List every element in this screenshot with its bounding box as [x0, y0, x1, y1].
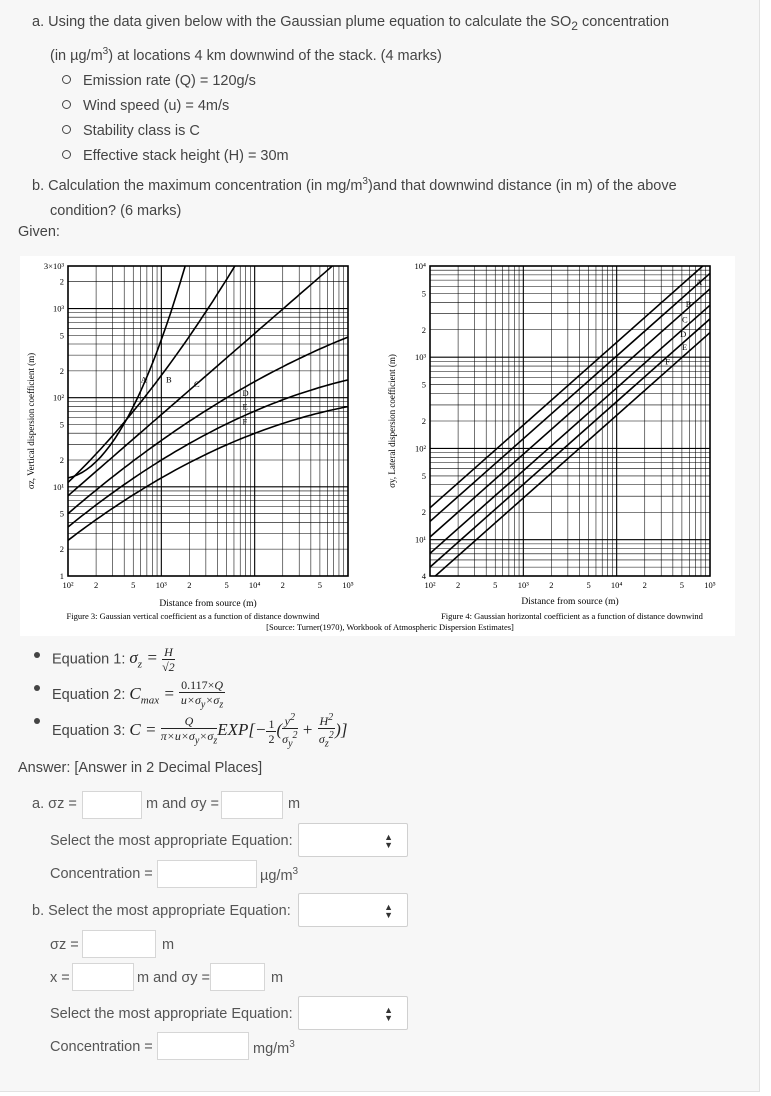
- part-b-select-label-2: Select the most appropriate Equation:: [50, 1006, 293, 1022]
- x-tick-label: 10⁴: [248, 580, 261, 590]
- y-tick-label: 10¹: [414, 534, 426, 545]
- circle-bullet-icon: [62, 125, 71, 134]
- y-tick-label: 10²: [52, 392, 64, 403]
- dispersion-curve: [430, 333, 710, 581]
- dispersion-curve: [430, 273, 710, 521]
- y-tick-label: 2: [421, 507, 426, 518]
- stability-class-label: D: [680, 329, 687, 340]
- equation-1-formula: $\sigma_z$ = $\frac{H}{√2}$: [129, 645, 175, 674]
- x-tick-label: 2: [455, 580, 461, 590]
- y-tick-label: 5: [59, 330, 64, 341]
- part-b-x-label: x =: [50, 970, 70, 986]
- dispersion-curve: [68, 256, 348, 482]
- dispersion-charts-svg: [20, 256, 735, 636]
- part-a-sigy-input[interactable]: [221, 791, 283, 819]
- x-tick-label: 5: [586, 580, 591, 590]
- x-tick-label: 5: [493, 580, 498, 590]
- stability-class-label: F: [242, 416, 248, 427]
- part-a-text-2: (in µg/m: [50, 47, 103, 64]
- y-tick-label: 10³: [414, 352, 426, 363]
- unit-text: µg/m: [260, 867, 293, 884]
- right-y-axis-label: σy, Lateral dispersion coefficient (m): [387, 354, 397, 488]
- part-b-text: b. Calculation the maximum concentration (in mg/m: [32, 177, 363, 194]
- y-tick-label: 2: [59, 276, 64, 287]
- part-b-concentration-input[interactable]: [157, 1032, 249, 1060]
- x-tick-label: 5: [679, 580, 685, 590]
- part-a-text: a. Using the data given below with the Gaussian plume equation to calculate the SO: [32, 14, 572, 30]
- y-tick-label: 10¹: [52, 481, 64, 492]
- x-tick-label: 2: [93, 580, 99, 590]
- left-y-axis-label: σz, Vertical dispersion coefficient (m): [26, 352, 36, 490]
- equation-2-formula: $C_{max}$ = $\frac{0.117\times Q}{u\times\sigma_y\times\sigma_z}$: [129, 678, 224, 711]
- y-tick-label: 5: [421, 288, 426, 299]
- part-a-text-end: concentration: [577, 14, 670, 30]
- part-b-sigz-unit: m: [162, 937, 175, 953]
- x-tick-label: 5: [317, 580, 323, 590]
- part-b-conc-unit: [253, 1039, 295, 1057]
- part-a-select-label: Select the most appropriate Equation:: [50, 833, 293, 849]
- bullet-stack-height: [32, 144, 722, 169]
- y-tick-label: 2: [59, 455, 64, 466]
- bullet-text: Emission rate (Q) = 120g/s: [83, 72, 256, 89]
- bullet-text: Effective stack height (H) = 30m: [83, 147, 289, 164]
- answer-heading: Answer: [Answer in 2 Decimal Places]: [18, 760, 263, 776]
- bullet-icon: [34, 685, 40, 691]
- bullet-text: Stability class is C: [83, 122, 200, 139]
- dispersion-curve: [430, 289, 710, 537]
- y-tick-label: 10⁴: [414, 261, 426, 271]
- stability-class-label: F: [665, 356, 670, 367]
- dispersion-curve: [430, 305, 710, 553]
- circle-bullet-icon: [62, 100, 71, 109]
- part-b-sigz-input[interactable]: [82, 930, 156, 958]
- stability-class-label: B: [685, 299, 692, 310]
- unit-superscript: 3: [289, 1039, 295, 1050]
- equation-1-label: Equation 1:: [52, 651, 126, 668]
- y-tick-label: 2: [421, 324, 426, 335]
- so2-subscript: 2: [571, 18, 578, 33]
- x-tick-label: 10²: [424, 580, 436, 590]
- part-b-text-end: )and that downwind distance (in m) of the above: [367, 177, 677, 194]
- y-tick-label: 1: [59, 571, 64, 581]
- part-b-equation-select[interactable]: [298, 893, 408, 927]
- x-tick-label: 5: [131, 580, 136, 590]
- unit-superscript: 3: [362, 175, 368, 187]
- part-a-concentration-input[interactable]: [157, 860, 257, 888]
- stability-class-label: C: [194, 378, 200, 389]
- x-tick-label: 5: [224, 580, 229, 590]
- circle-bullet-icon: [62, 150, 71, 159]
- part-b-m-and-sigy: m and σy =: [137, 970, 211, 986]
- part-a-equation-select[interactable]: [298, 823, 408, 857]
- stability-class-label: C: [682, 314, 688, 325]
- part-a-text-2-end: ) at locations 4 km downwind of the stack. (4 marks): [108, 47, 442, 64]
- y-tick-label: 5: [421, 470, 426, 481]
- bullet-text: Wind speed (u) = 4m/s: [83, 97, 230, 114]
- x-tick-label: 10⁴: [610, 580, 623, 590]
- left-x-axis-label: Distance from source (m): [159, 599, 257, 609]
- y-tick-label: 2: [59, 544, 64, 555]
- equation-3-label: Equation 3:: [52, 723, 126, 740]
- left-figure-caption: Figure 3: Gaussian vertical coefficient as a function of distance downwind: [66, 611, 320, 621]
- y-tick-label: 2: [421, 416, 426, 426]
- x-tick-label: 10³: [155, 580, 167, 590]
- x-tick-label: 10⁵: [704, 580, 716, 590]
- y-tick-label: 10³: [52, 303, 64, 314]
- part-b-equation-select-2[interactable]: [298, 996, 408, 1030]
- y-tick-label: 3×10³: [43, 261, 64, 271]
- bullet-emission: [32, 69, 722, 94]
- equation-2-label: Equation 2:: [52, 687, 126, 704]
- right-x-axis-label: Distance from source (m): [521, 597, 619, 607]
- bullet-wind: [32, 94, 722, 119]
- stability-class-label: A: [696, 277, 703, 288]
- part-a-m-and-sigy: m and σy =: [146, 796, 220, 812]
- y-tick-label: 5: [421, 379, 426, 390]
- question-text: [32, 10, 722, 224]
- bullet-stability: [32, 119, 722, 144]
- given-label: Given:: [18, 224, 60, 240]
- figure-source: [Source: Turner(1970), Workbook of Atmospheric Dispersion Estimates]: [266, 622, 514, 632]
- part-b-select-label: b. Select the most appropriate Equation:: [32, 903, 291, 919]
- right-chart-curves: [430, 260, 710, 581]
- part-b-conc-label: Concentration =: [50, 1039, 153, 1055]
- part-a-sigz-label: a. σz =: [32, 796, 77, 812]
- circle-bullet-icon: [62, 75, 71, 84]
- bullet-icon: [34, 718, 40, 724]
- left-chart-grid: [68, 266, 348, 576]
- part-b-sigz-label: σz =: [50, 937, 79, 953]
- stability-class-label: E: [682, 341, 688, 352]
- dispersion-curve: [430, 260, 710, 508]
- part-b-sigy-unit: m: [271, 970, 284, 986]
- part-b-text-2: condition? (6 marks): [50, 202, 182, 219]
- y-tick-label: 4: [421, 571, 426, 581]
- part-a-sigy-unit: m: [288, 796, 301, 812]
- y-tick-label: 10²: [414, 443, 426, 454]
- left-chart-ticks: [44, 261, 354, 590]
- equation-3-formula: C = $\frac{Q}{\pi\times u\times\sigma_y\times\sigma_z}$ EXP[− $\frac{1}{2}$ ( $\frac{y^2}{\sigma_y^2}$ + $\frac{H^2}{\sigma_z^2}$ )]: [129, 712, 348, 750]
- select-arrows-icon: ▲ ▼: [384, 1005, 393, 1023]
- select-arrows-icon: ▲ ▼: [384, 832, 393, 850]
- unit-text: mg/m: [253, 1040, 290, 1057]
- unit-superscript: 3: [292, 866, 299, 877]
- dispersion-figure: [20, 256, 735, 636]
- stability-class-label: A: [140, 374, 147, 385]
- x-tick-label: 2: [642, 580, 647, 590]
- stability-class-label: E: [242, 401, 248, 412]
- stability-class-label: B: [166, 374, 172, 385]
- x-tick-label: 10²: [62, 580, 74, 590]
- unit-superscript: 3: [102, 45, 109, 57]
- part-b-sigy-input[interactable]: [210, 963, 265, 991]
- x-tick-label: 2: [187, 580, 192, 590]
- x-tick-label: 10⁵: [342, 580, 354, 590]
- stability-class-label: D: [242, 387, 249, 398]
- x-tick-label: 10³: [517, 580, 529, 590]
- y-tick-label: 2: [59, 365, 64, 376]
- y-tick-label: 5: [59, 508, 64, 519]
- right-figure-caption: Figure 4: Gaussian horizontal coefficient as a function of distance downwind: [441, 611, 703, 621]
- dispersion-curve: [68, 407, 348, 541]
- part-a-conc-unit: [260, 866, 298, 884]
- part-b-x-input[interactable]: [72, 963, 134, 991]
- select-arrows-icon: ▲ ▼: [384, 902, 393, 920]
- bullet-icon: [34, 652, 40, 658]
- x-tick-label: 2: [280, 580, 285, 590]
- y-tick-label: 5: [59, 419, 64, 430]
- part-a-conc-label: Concentration =: [50, 866, 153, 882]
- x-tick-label: 2: [549, 580, 554, 590]
- part-a-sigz-input[interactable]: [82, 791, 142, 819]
